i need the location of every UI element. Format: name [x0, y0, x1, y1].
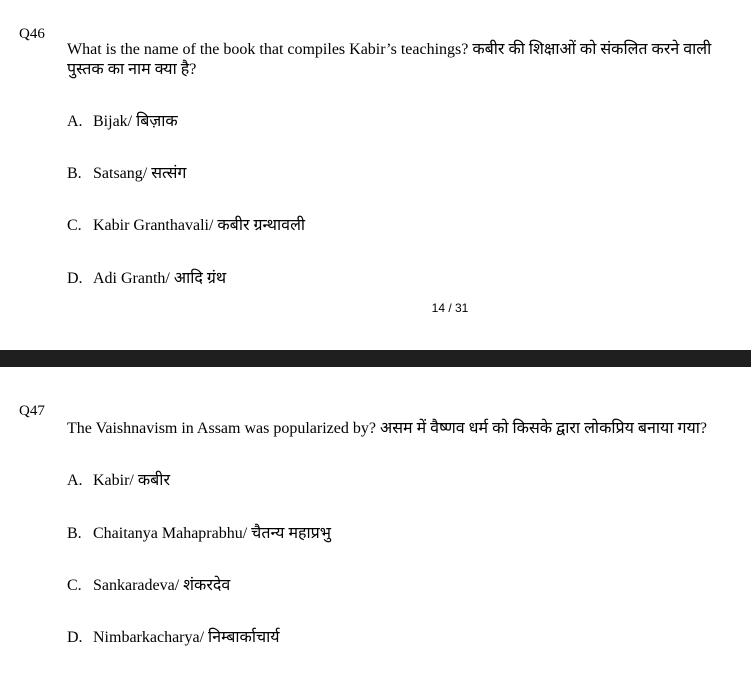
question-text: The Vaishnavism in Assam was popularized by? असम में वैष्णव धर्म को किसके द्वारा लोकप्रिय बनाया गया?	[67, 420, 708, 437]
option-text: Chaitanya Mahaprabhu/ चैतन्य महाप्रभु	[93, 525, 332, 542]
option-a	[67, 471, 170, 491]
option-d	[67, 269, 226, 289]
option-letter: D.	[67, 629, 83, 646]
option-letter: D.	[67, 270, 83, 287]
question-number: Q46	[19, 26, 45, 42]
option-text: Sankaradeva/ शंकरदेव	[93, 577, 231, 594]
option-d	[67, 628, 280, 648]
option-letter: C.	[67, 217, 82, 234]
pdf-page-15	[0, 367, 751, 679]
question-number: Q47	[19, 403, 45, 419]
question-text: What is the name of the book that compiles Kabir’s teachings? कबीर की शिक्षाओं को संकलित करने वाली पुस्तक का नाम क्या है?	[67, 41, 712, 78]
page-indicator: 14 / 31	[431, 301, 469, 315]
option-text: Kabir Granthavali/ कबीर ग्रन्थावली	[93, 217, 306, 234]
option-text: Bijak/ बिज़ाक	[93, 113, 178, 130]
option-c	[67, 216, 305, 236]
option-text: Satsang/ सत्संग	[93, 165, 187, 182]
option-letter: C.	[67, 577, 82, 594]
option-letter: B.	[67, 165, 82, 182]
page-separator	[0, 350, 751, 367]
option-b	[67, 164, 186, 184]
option-text: Nimbarkacharya/ निम्बार्काचार्य	[93, 629, 280, 646]
option-letter: B.	[67, 525, 82, 542]
option-b	[67, 524, 331, 544]
option-c	[67, 576, 230, 596]
option-letter: A.	[67, 472, 83, 489]
option-letter: A.	[67, 113, 83, 130]
option-text: Adi Granth/ आदि ग्रंथ	[93, 270, 227, 287]
option-a	[67, 112, 178, 132]
option-text: Kabir/ कबीर	[93, 472, 170, 489]
